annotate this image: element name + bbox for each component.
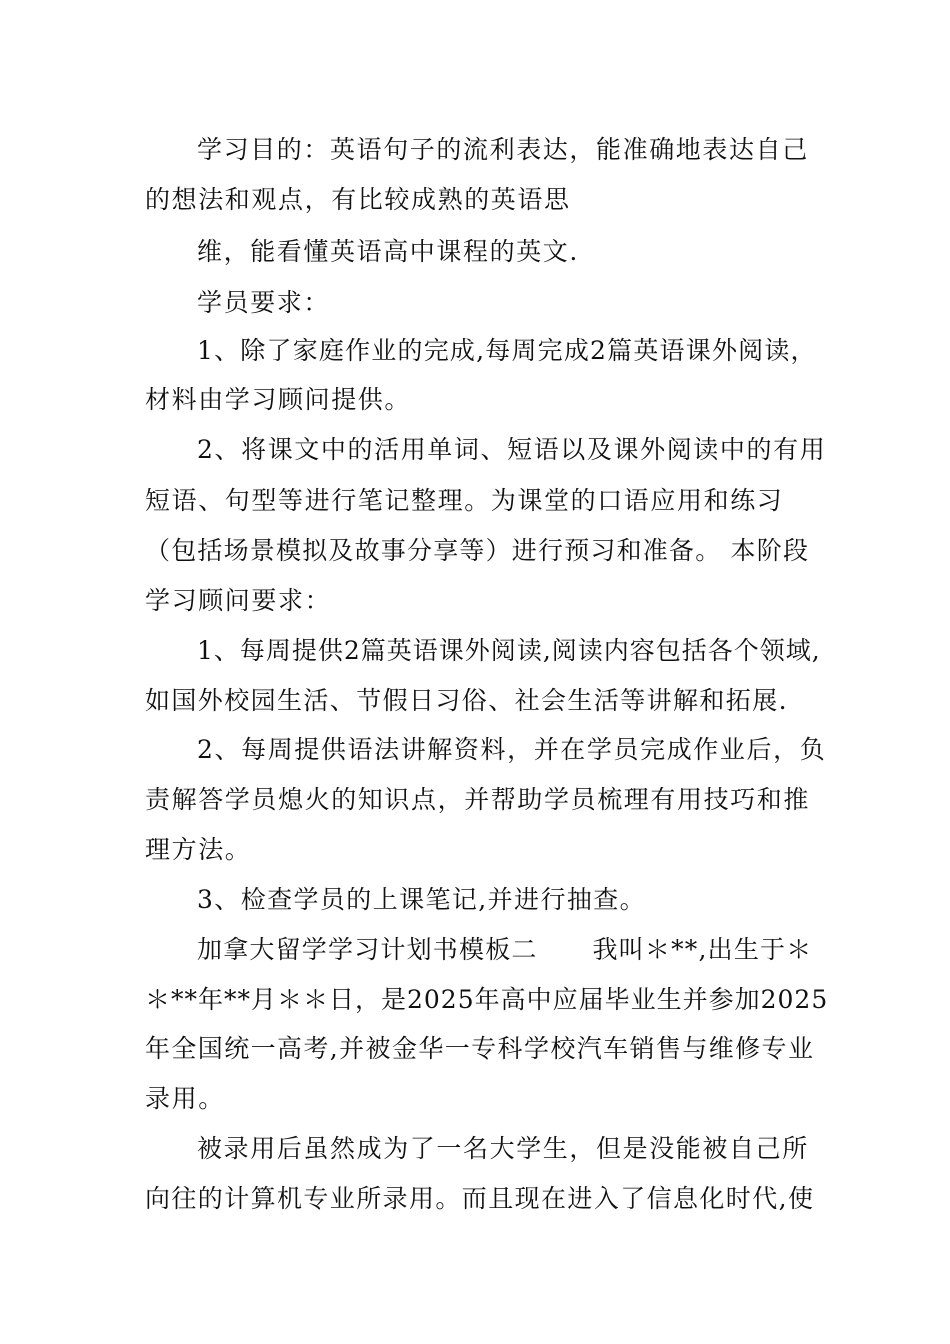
paragraph-line: 理方法。 [145, 835, 252, 864]
list-item: 1、除了家庭作业的完成,每周完成2篇英语课外阅读， [197, 336, 817, 365]
paragraph-line: 被录用后虽然成为了一名大学生，但是没能被自己所 [197, 1134, 809, 1163]
paragraph-line: ＊**年**月＊＊日，是2025年高中应届毕业生并参加2025 [145, 985, 829, 1014]
paragraph-line: 学习目的：英语句子的流利表达，能准确地表达自己 [197, 135, 809, 164]
paragraph-line: 责解答学员熄火的知识点，并帮助学员梳理有用技巧和推 [145, 785, 811, 814]
section-heading: 学员要求： [197, 288, 331, 317]
paragraph-line: 年全国统一高考,并被金华一专科学校汽车销售与维修专业 [145, 1034, 815, 1063]
paragraph-line: 如国外校园生活、节假日习俗、社会生活等讲解和拓展. [145, 686, 788, 715]
paragraph-line: （包括场景模拟及故事分享等）进行预习和准备。 本阶段 [145, 536, 810, 565]
list-item: 2、每周提供语法讲解资料，并在学员完成作业后，负 [197, 735, 827, 764]
paragraph-line: 材料由学习顾问提供。 [145, 385, 412, 414]
paragraph-line: 向往的计算机专业所录用。而且现在进入了信息化时代,使 [145, 1184, 815, 1213]
paragraph-line: 维，能看懂英语高中课程的英文. [197, 237, 579, 266]
list-item: 1、每周提供2篇英语课外阅读,阅读内容包括各个领域, [197, 636, 821, 665]
paragraph-line: 的想法和观点，有比较成熟的英语思 [145, 185, 571, 214]
list-item: 3、检查学员的上课笔记,并进行抽查。 [197, 885, 647, 914]
paragraph-line: 加拿大留学学习计划书模板二 我叫＊**,出生于＊ [197, 935, 813, 964]
section-heading: 学习顾问要求： [145, 586, 332, 615]
paragraph-line: 录用。 [145, 1084, 225, 1113]
paragraph-line: 短语、句型等进行笔记整理。为课堂的口语应用和练习 [145, 486, 784, 515]
list-item: 2、将课文中的活用单词、短语以及课外阅读中的有用 [197, 435, 827, 464]
